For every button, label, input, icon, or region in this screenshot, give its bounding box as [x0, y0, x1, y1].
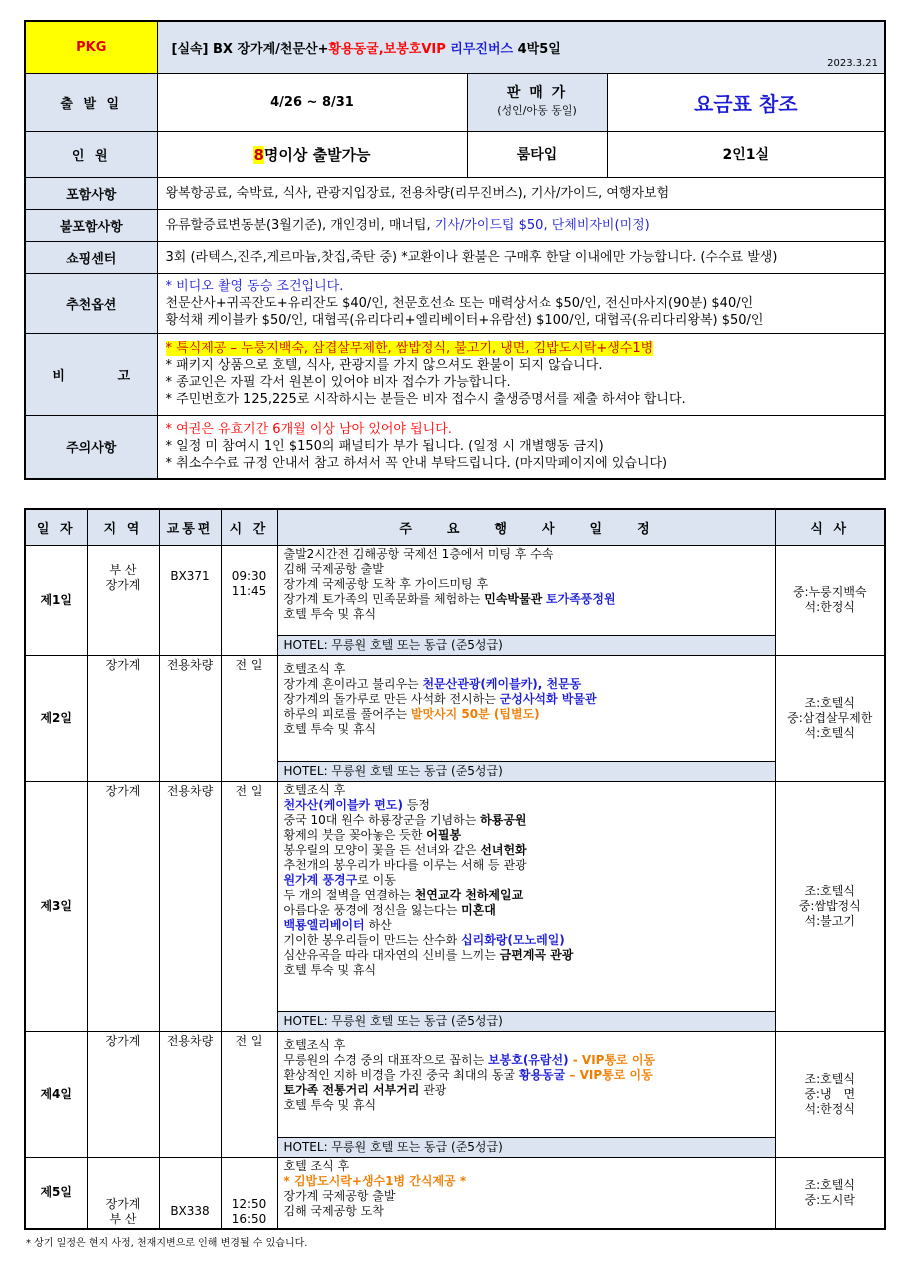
- schedule: 호텔조식 후 장가계 혼이라고 불리우는 천문산관광(케이블카), 천문동 장가계의 돌가루로 만든 사석화 전시하는 군성사석화 박물관 하루의 피로를 풀어주는 발맛사지 50분 (팁별도) 호텔 투숙 및 휴식: [277, 655, 775, 761]
- transport: BX371: [159, 545, 221, 655]
- table-row: [25, 655, 885, 761]
- schedule: 호텔 조식 후 * 김밥도시락+생수1병 간식제공 * 장가계 국제공항 출발 김해 국제공항 도착: [277, 1157, 775, 1229]
- hotel-info: HOTEL: 무릉원 호텔 또는 동급 (준5성급): [277, 635, 775, 655]
- price-label: 판 매 가 (성인/아동 동일): [467, 73, 607, 131]
- time: 09:30 11:45: [221, 545, 277, 655]
- day-label: 제5일: [25, 1157, 87, 1229]
- included-value: 왕복항공료, 숙박료, 식사, 관광지입장료, 전용차량(리무진버스), 기사/가이드, 여행자보험: [157, 177, 885, 209]
- time: 12:50 16:50: [221, 1157, 277, 1229]
- region: 장가계: [87, 1031, 159, 1157]
- shopping-label: 쇼핑센터: [25, 241, 157, 273]
- schedule: 호텔조식 후 천자산(케이블카 편도) 등정 중국 10대 원수 하룡장군을 기념하는 하룡공원 황제의 붓을 꽂아놓은 듯한 어필봉 봉우릴의 모양이 꽃을 든 선녀와 같은 선녀헌화 추천개의 봉우리가 바다를 이루는 서해 등 관광 원가계 풍경구로 이동 두 개의 절벽을 연결하는 천연교각 천하제일교 아름다운 풍경에 정신을 잃는다는 미혼대 백룡엘리베이터 하산 기이한 봉우리들이 만드는 산수화 십리화랑(모노레일) 심산유곡을 따라 대자연의 신비를 느끼는 금편계곡 관광 호텔 투숙 및 휴식: [277, 781, 775, 1011]
- departure-value: 4/26 ~ 8/31: [157, 73, 467, 131]
- meals: 조:호텔식 중:삼겹살무제한 석:호텔식: [775, 655, 885, 781]
- region: 장가계 부 산: [87, 1157, 159, 1229]
- time: 전 일: [221, 781, 277, 1031]
- col-header-region: 지 역: [87, 509, 159, 545]
- time: 전 일: [221, 655, 277, 781]
- col-header-schedule: 주 요 행 사 일 정: [277, 509, 775, 545]
- room-type-value: 2인1실: [607, 131, 885, 177]
- meals: 조:호텔식 중:냉 면 석:한정식: [775, 1031, 885, 1157]
- price-value: 요금표 참조: [607, 73, 885, 131]
- day-label: 제4일: [25, 1031, 87, 1157]
- meals: 조:호텔식 중:쌈밥정식 석:불고기: [775, 781, 885, 1031]
- col-header-meal: 식 사: [775, 509, 885, 545]
- issue-date: 2023.3.21: [827, 57, 879, 69]
- people-value: 8명이상 출발가능: [157, 131, 467, 177]
- options-label: 추천옵션: [25, 273, 157, 333]
- itinerary-header-row: [25, 509, 885, 545]
- transport: BX338: [159, 1157, 221, 1229]
- hotel-info: HOTEL: 무릉원 호텔 또는 동급 (준5성급): [277, 761, 775, 781]
- footnote: * 상기 일정은 현지 사정, 천재지변으로 인해 변경될 수 있습니다.: [26, 1238, 308, 1249]
- table-row: [25, 781, 885, 1011]
- schedule: 출발2시간전 김해공항 국제선 1층에서 미팅 후 수속 김해 국제공항 출발 장가계 국제공항 도착 후 가이드미팅 후 장가계 토가족의 민족문화를 체험하는 민속박물관 토가족풍정원 호텔 투숙 및 휴식: [277, 545, 775, 635]
- people-label: 인 원: [25, 131, 157, 177]
- time: 전 일: [221, 1031, 277, 1157]
- remarks-label: 비 고: [25, 333, 157, 415]
- room-type-label: 룸타입: [467, 131, 607, 177]
- region: 장가계: [87, 781, 159, 1031]
- page-title: [실속] BX 장가계/천문산+황용동굴,보봉호VIP 리무진버스 4박5일 2023.3.21: [157, 21, 885, 73]
- excluded-label: 불포함사항: [25, 209, 157, 241]
- transport: 전용차량: [159, 655, 221, 781]
- table-row: [25, 1157, 885, 1229]
- region: 장가계: [87, 655, 159, 781]
- itinerary-table: [24, 508, 886, 1230]
- meals: 중:누룽지백숙 석:한정식: [775, 545, 885, 655]
- day-label: 제1일: [25, 545, 87, 655]
- transport: 전용차량: [159, 781, 221, 1031]
- included-label: 포함사항: [25, 177, 157, 209]
- cautions-label: 주의사항: [25, 415, 157, 479]
- region: 부 산 장가계: [87, 545, 159, 655]
- shopping-value: 3회 (라텍스,진주,게르마늄,찻집,죽탄 중) *교환이나 환불은 구매후 한달 이내에만 가능합니다. (수수료 발생): [157, 241, 885, 273]
- departure-label: 출 발 일: [25, 73, 157, 131]
- table-row: [25, 545, 885, 635]
- day-label: 제2일: [25, 655, 87, 781]
- hotel-info: HOTEL: 무릉원 호텔 또는 동급 (준5성급): [277, 1011, 775, 1031]
- col-header-time: 시 간: [221, 509, 277, 545]
- day-label: 제3일: [25, 781, 87, 1031]
- transport: 전용차량: [159, 1031, 221, 1157]
- col-header-day: 일 자: [25, 509, 87, 545]
- schedule: 호텔조식 후 무릉원의 수경 중의 대표작으로 꼽히는 보봉호(유람선) - VIP통로 이동 환상적인 지하 비경을 가진 중국 최대의 동굴 황용동굴 – VIP통로 이동 토가족 전통거리 서부거리 관광 호텔 투숙 및 휴식: [277, 1031, 775, 1137]
- table-row: [25, 1031, 885, 1137]
- pkg-badge: PKG: [25, 21, 157, 73]
- package-info-table: [24, 20, 886, 480]
- cautions-value: * 여권은 유효기간 6개월 이상 남아 있어야 됩니다. * 일정 미 참여시 1인 $150의 패널티가 부가 됩니다. (일정 시 개별행동 금지) * 취소수수료 규정 안내서 참고 하셔서 꼭 안내 부탁드립니다. (마지막페이지에 있습니다): [157, 415, 885, 479]
- excluded-value: 유류할증료변동분(3월기준), 개인경비, 매너팁, 기사/가이드팁 $50, 단체비자비(미정): [157, 209, 885, 241]
- remarks-value: * 특식제공 – 누룽지백숙, 삼겹살무제한, 쌈밥정식, 불고기, 냉면, 김밥도시락+생수1병 * 패키지 상품으로 호텔, 식사, 관광지를 가지 않으셔도 환불이 되지 않습니다. * 종교인은 자필 각서 원본이 있어야 비자 접수가 가능합니다. * 주민번호가 125,225로 시작하시는 분들은 비자 접수시 출생증명서를 제출 하셔야 합니다.: [157, 333, 885, 415]
- hotel-info: HOTEL: 무릉원 호텔 또는 동급 (준5성급): [277, 1137, 775, 1157]
- col-header-transport: 교통편: [159, 509, 221, 545]
- meals: 조:호텔식 중:도시락: [775, 1157, 885, 1229]
- options-value: * 비디오 촬영 동승 조건입니다. 천문산사+귀곡잔도+유리잔도 $40/인, 천문호선쇼 또는 매력상서쇼 $50/인, 전신마사지(90분) $40/인 황석채 케이블카 $50/인, 대협곡(유리다리+엘리베이터+유람선) $100/인, 대협곡(유리다리왕복) $50/인: [157, 273, 885, 333]
